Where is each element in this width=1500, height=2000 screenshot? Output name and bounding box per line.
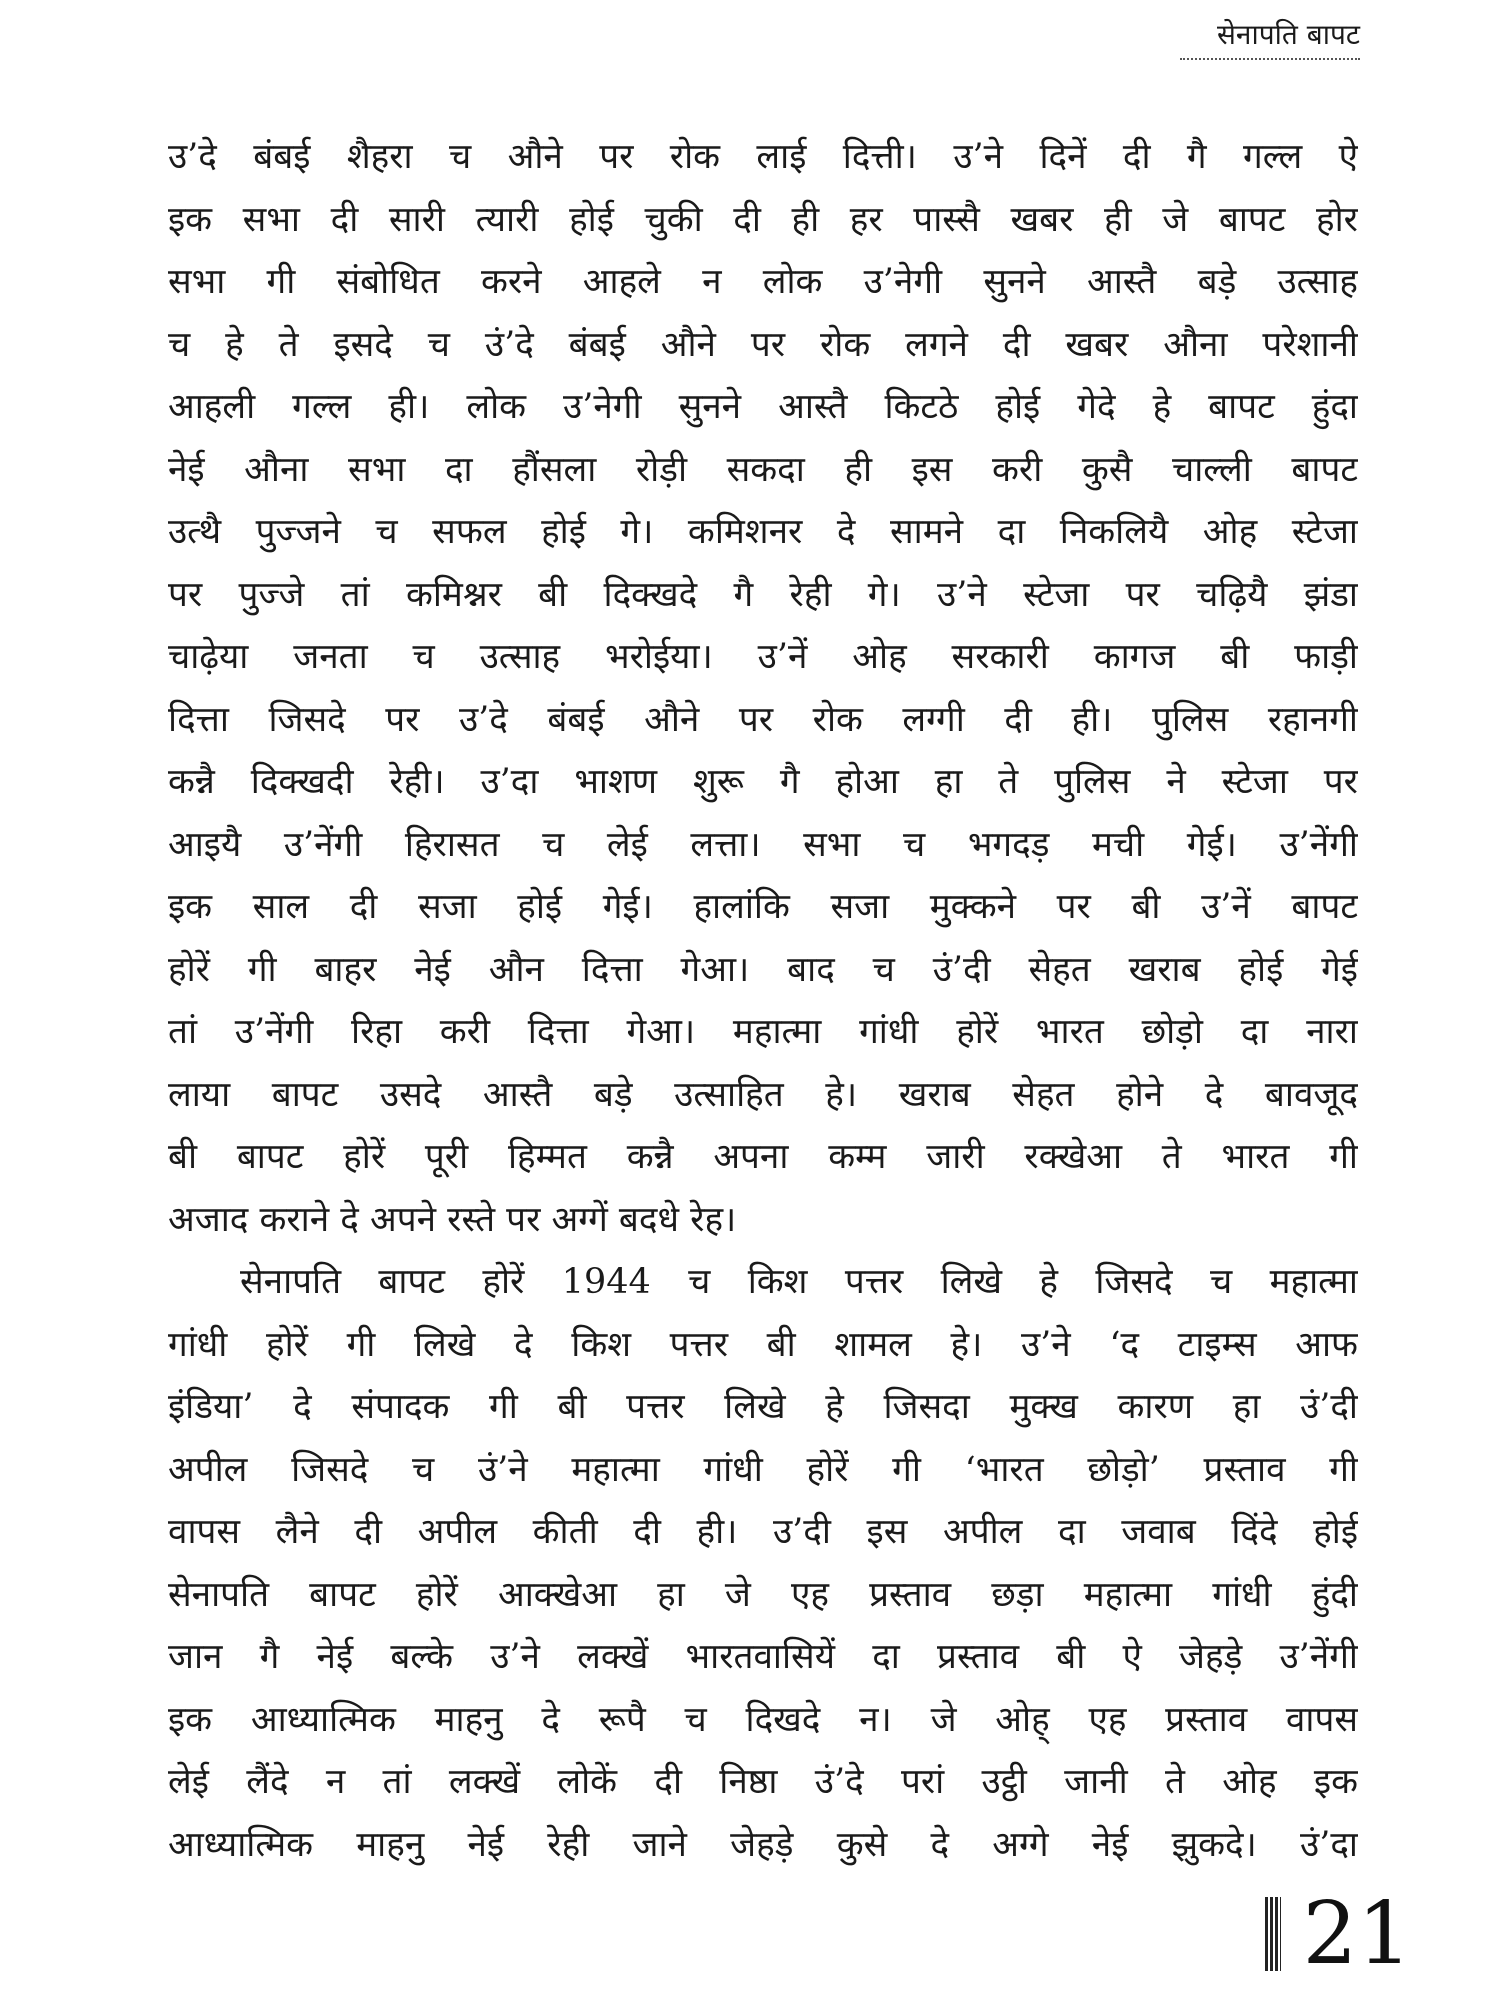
text-line: उ’दे बंबई शैहरा च औने पर रोक लाई दित्ती। उ’ने दिनें दी गै गल्ल ऐ: [168, 137, 1358, 177]
text-line: वापस लैने दी अपील कीती दी ही। उ’दी इस अपील दा जवाब दिंदे होई: [168, 1512, 1358, 1552]
text-line: बी बापट होरें पूरी हिम्मत कन्नै अपना कम्म जारी रक्खेआ ते भारत गी: [168, 1137, 1358, 1177]
text-line: सभा गी संबोधित करने आहले न लोक उ’नेगी सुनने आस्तै बड़े उत्साह: [168, 262, 1358, 302]
running-head-text: सेनापति बापट: [1217, 18, 1360, 51]
text-line: इक साल दी सजा होई गेई। हालांकि सजा मुक्कने पर बी उ’नें बापट: [168, 887, 1358, 927]
text-line: आइयै उ’नेंगी हिरासत च लेई लत्ता। सभा च भगदड़ मची गेई। उ’नेंगी: [168, 824, 1358, 865]
text-line: च हे ते इसदे च उं’दे बंबई औने पर रोक लगने दी खबर औना परेशानी: [168, 324, 1358, 365]
body-text: [168, 126, 1358, 1876]
page-number: 21: [1302, 1884, 1412, 1984]
text-line: चाढ़ेया जनता च उत्साह भरोईया। उ’नें ओह सरकारी कागज बी फाड़ी: [168, 637, 1358, 677]
text-line: आध्यात्मिक माहनु नेई रेही जाने जेहड़े कुसे दे अग्गे नेई झुकदे। उं’दा: [168, 1824, 1358, 1865]
text-line: होरें गी बाहर नेई औन दित्ता गेआ। बाद च उं’दी सेहत खराब होई गेई: [168, 949, 1358, 990]
text-line: इक आध्यात्मिक माहनु दे रूपै च दिखदे न। जे ओह् एह प्रस्ताव वापस: [168, 1699, 1358, 1740]
text-line: पर पुज्जे तां कमिश्नर बी दिक्खदे गै रेही गे। उ’ने स्टेजा पर चढ़ियै झंडा: [168, 574, 1358, 615]
page-number-block: [1265, 1884, 1412, 1984]
text-line: नेई औना सभा दा हौंसला रोड़ी सकदा ही इस करी कुसै चाल्ली बापट: [168, 449, 1358, 490]
paragraph-end-line: अजाद कराने दे अपने रस्ते पर अग्गें बदधे रेह।: [168, 1199, 737, 1240]
text-line: सेनापति बापट होरें आक्खेआ हा जे एह प्रस्ताव छड़ा महात्मा गांधी हुंदी: [168, 1574, 1358, 1615]
text-line: उत्थै पुज्जने च सफल होई गे। कमिशनर दे सामने दा निकलियै ओह स्टेजा: [168, 512, 1358, 552]
text-line: आहली गल्ल ही। लोक उ’नेगी सुनने आस्तै किटठे होई गेदे हे बापट हुंदा: [168, 387, 1358, 427]
text-line: इंडिया’ दे संपादक गी बी पत्तर लिखे हे जिसदा मुक्ख कारण हा उं’दी: [168, 1387, 1358, 1427]
running-head: [1180, 12, 1360, 60]
text-line: गांधी होरें गी लिखे दे किश पत्तर बी शामल हे। उ’ने ‘द टाइम्स आफ: [168, 1324, 1358, 1365]
folio-bar-ornament: [1265, 1897, 1281, 1971]
text-line: तां उ’नेंगी रिहा करी दित्ता गेआ। महात्मा गांधी होरें भारत छोड़ो दा नारा: [168, 1012, 1358, 1052]
text-line: जान गै नेई बल्के उ’ने लक्खें भारतवासियें दा प्रस्ताव बी ऐ जेहड़े उ’नेंगी: [168, 1637, 1358, 1677]
text-line: अपील जिसदे च उं’ने महात्मा गांधी होरें गी ‘भारत छोड़ो’ प्रस्ताव गी: [168, 1449, 1358, 1490]
text-line: लाया बापट उसदे आस्तै बड़े उत्साहित हे। खराब सेहत होने दे बावजूद: [168, 1074, 1358, 1115]
text-line: कन्नै दिक्खदी रेही। उ’दा भाशण शुरू गै होआ हा ते पुलिस ने स्टेजा पर: [168, 762, 1358, 802]
text-line: लेई लैंदे न तां लक्खें लोकें दी निष्ठा उं’दे परां उट्ठी जानी ते ओह इक: [168, 1762, 1358, 1802]
paragraph-first-line: सेनापति बापट होरें 1944 च किश पत्तर लिखे हे जिसदे च महात्मा: [240, 1262, 1358, 1302]
text-line: इक सभा दी सारी त्यारी होई चुकी दी ही हर पास्सै खबर ही जे बापट होर: [168, 199, 1358, 240]
text-line: दित्ता जिसदे पर उ’दे बंबई औने पर रोक लग्गी दी ही। पुलिस रहानगी: [168, 699, 1358, 740]
